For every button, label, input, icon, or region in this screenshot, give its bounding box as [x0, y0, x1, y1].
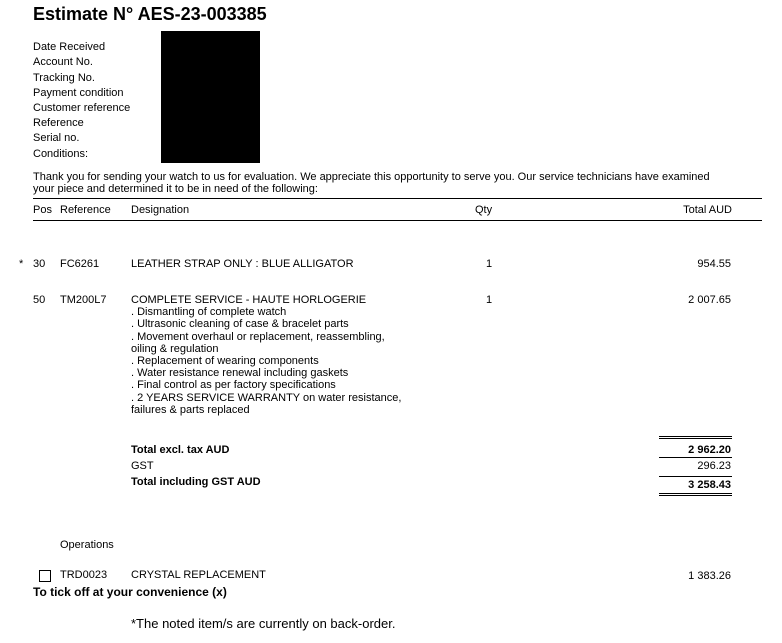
- designation-line: COMPLETE SERVICE - HAUTE HORLOGERIE: [131, 294, 367, 306]
- header-top-rule: [33, 198, 762, 199]
- totals-top-rule: [659, 436, 732, 437]
- totals-excl-rule: [659, 457, 732, 458]
- operation-total: 1 383.26: [688, 570, 731, 582]
- designation-line: . Ultrasonic cleaning of case & bracelet parts: [131, 318, 349, 331]
- label-tracking-no: Tracking No.: [33, 72, 95, 84]
- label-date-received: Date Received: [33, 41, 106, 53]
- operation-designation: CRYSTAL REPLACEMENT: [131, 569, 266, 581]
- redaction-block: [161, 31, 260, 163]
- label-customer-reference: Customer reference: [33, 102, 131, 114]
- operations-heading: Operations: [60, 539, 114, 551]
- row-qty: 1: [486, 294, 493, 306]
- tick-note: To tick off at your convenience (x): [33, 585, 227, 599]
- operation-checkbox[interactable]: [39, 570, 51, 582]
- col-header-reference: Reference: [60, 204, 111, 216]
- totals-top-rule-double: [659, 438, 732, 439]
- designation-line: . Replacement of wearing components: [131, 355, 319, 368]
- gst-label: GST: [131, 460, 154, 472]
- row-pos: 50: [33, 294, 46, 306]
- operation-reference: TRD0023: [60, 569, 108, 581]
- row-designation: [131, 294, 401, 416]
- totals-bottom-rule: [659, 493, 732, 494]
- row-total: 2 007.65: [688, 294, 731, 306]
- designation-line: oiling & regulation: [131, 342, 219, 355]
- totals-incl-top-rule: [659, 476, 732, 477]
- col-header-total: Total AUD: [683, 204, 732, 216]
- backorder-marker: *: [19, 258, 24, 270]
- designation-line: . 2 YEARS SERVICE WARRANTY on water resistance,: [131, 391, 402, 404]
- designation-line: failures & parts replaced: [131, 403, 250, 416]
- total-incl-value: 3 258.43: [688, 479, 731, 491]
- header-bottom-rule: [33, 220, 762, 221]
- total-incl-label: Total including GST AUD: [131, 476, 261, 488]
- row-pos: 30: [33, 258, 46, 270]
- backorder-footnote: *The noted item/s are currently on back-order.: [131, 616, 396, 631]
- totals-bottom-rule-double: [659, 495, 732, 496]
- col-header-pos: Pos: [33, 204, 52, 216]
- label-payment-condition: Payment condition: [33, 87, 124, 99]
- page-title: Estimate N° AES-23-003385: [33, 4, 267, 24]
- label-reference: Reference: [33, 117, 84, 129]
- row-designation: LEATHER STRAP ONLY : BLUE ALLIGATOR: [131, 258, 354, 270]
- label-account-no: Account No.: [33, 56, 93, 68]
- label-serial-no: Serial no.: [33, 132, 80, 144]
- label-conditions: Conditions:: [33, 148, 89, 160]
- col-header-qty: Qty: [475, 204, 493, 216]
- intro-text: Thank you for sending your watch to us for evaluation. We appreciate this opportunity to serve you. Our service technicians have examined your piece and determined it to be in need of the following:: [33, 171, 710, 195]
- total-excl-label: Total excl. tax AUD: [131, 444, 230, 456]
- col-header-designation: Designation: [131, 204, 190, 216]
- designation-line: . Final control as per factory specifications: [131, 379, 336, 392]
- designation-line: . Dismantling of complete watch: [131, 306, 287, 319]
- row-reference: FC6261: [60, 258, 100, 270]
- row-qty: 1: [486, 258, 493, 270]
- designation-line: . Water resistance renewal including gaskets: [131, 367, 349, 380]
- row-total: 954.55: [697, 258, 731, 270]
- gst-value: 296.23: [697, 460, 731, 472]
- total-excl-value: 2 962.20: [688, 444, 731, 456]
- designation-line: . Movement overhaul or replacement, reassembling,: [131, 330, 385, 343]
- row-reference: TM200L7: [60, 294, 107, 306]
